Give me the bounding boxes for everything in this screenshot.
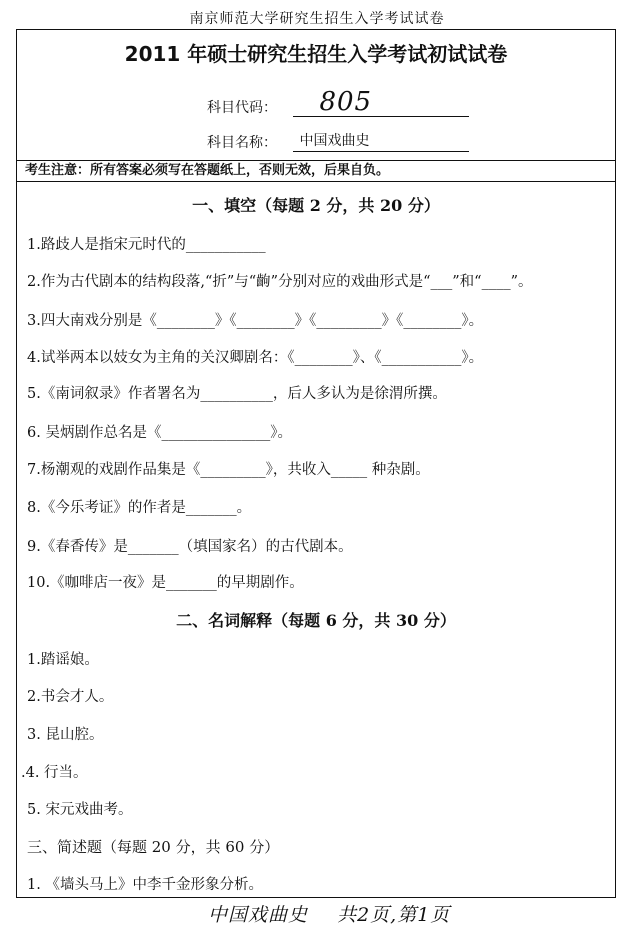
candidate-notice: 考生注意：所有答案必须写在答题纸上，否则无效，后果自负。 [17, 160, 615, 182]
handwritten-footer [208, 900, 472, 927]
section1-question: 2.作为古代剧本的结构段落,“折”与“齣”分别对应的戏曲形式是“___”和“____”。 [27, 274, 533, 290]
exam-title: 2011 年硕士研究生招生入学考试初试试卷 [124, 42, 508, 66]
section2-question: 2.书会才人。 [27, 689, 114, 705]
section1-question: 10.《咖啡店一夜》是_______的早期剧作。 [27, 575, 304, 591]
section1-title: 一、填空（每题 2 分，共 20 分） [192, 196, 440, 215]
footer-subject: 中国戏曲史 [208, 904, 309, 926]
section1-question: 5.《南词叙录》作者署名为__________，后人多认为是徐渭所撰。 [27, 386, 447, 402]
section1-question: 1.路歧人是指宋元时代的___________ [27, 237, 266, 253]
section2-question: 1.踏谣娘。 [27, 652, 99, 668]
section1-question: 6. 吴炳剧作总名是《_______________》。 [27, 425, 292, 441]
section3-title: 三、简述题（每题 20 分，共 60 分） [27, 838, 280, 856]
page-header: 南京师范大学研究生招生入学考试试卷 [189, 11, 445, 27]
subject-name-line [293, 131, 469, 152]
section2-question: 5. 宋元戏曲考。 [27, 802, 133, 818]
subject-code-line [293, 87, 469, 117]
subject-name-row [207, 131, 469, 152]
subject-code-label: 科目代码： [207, 100, 277, 116]
section1-question: 9.《春香传》是_______（填国家名）的古代剧本。 [27, 539, 353, 555]
section2-question: .4. 行当。 [21, 765, 88, 781]
footer-pages: 共2页,第1页 [337, 904, 451, 926]
section1-question: 3.四大南戏分别是《________》《________》《_________》《________》。 [27, 313, 484, 329]
section2-question: 3. 昆山腔。 [27, 727, 104, 743]
exam-frame [16, 29, 616, 898]
subject-name-value: 中国戏曲史 [299, 133, 370, 149]
section1-question: 8.《今乐考证》的作者是_______。 [27, 500, 252, 516]
subject-name-label: 科目名称： [207, 135, 277, 151]
subject-code-value: 805 [319, 87, 373, 117]
section3-question: 1. 《墙头马上》中李千金形象分析。 [27, 877, 263, 893]
section2-title: 二、名词解释（每题 6 分，共 30 分） [176, 611, 456, 630]
subject-code-row [207, 87, 469, 117]
section1-question: 4.试举两本以妓女为主角的关汉卿剧名：《________》、《___________》。 [27, 350, 484, 366]
section1-question: 7.杨潮观的戏剧作品集是《_________》，共收入_____ 种杂剧。 [27, 462, 430, 478]
